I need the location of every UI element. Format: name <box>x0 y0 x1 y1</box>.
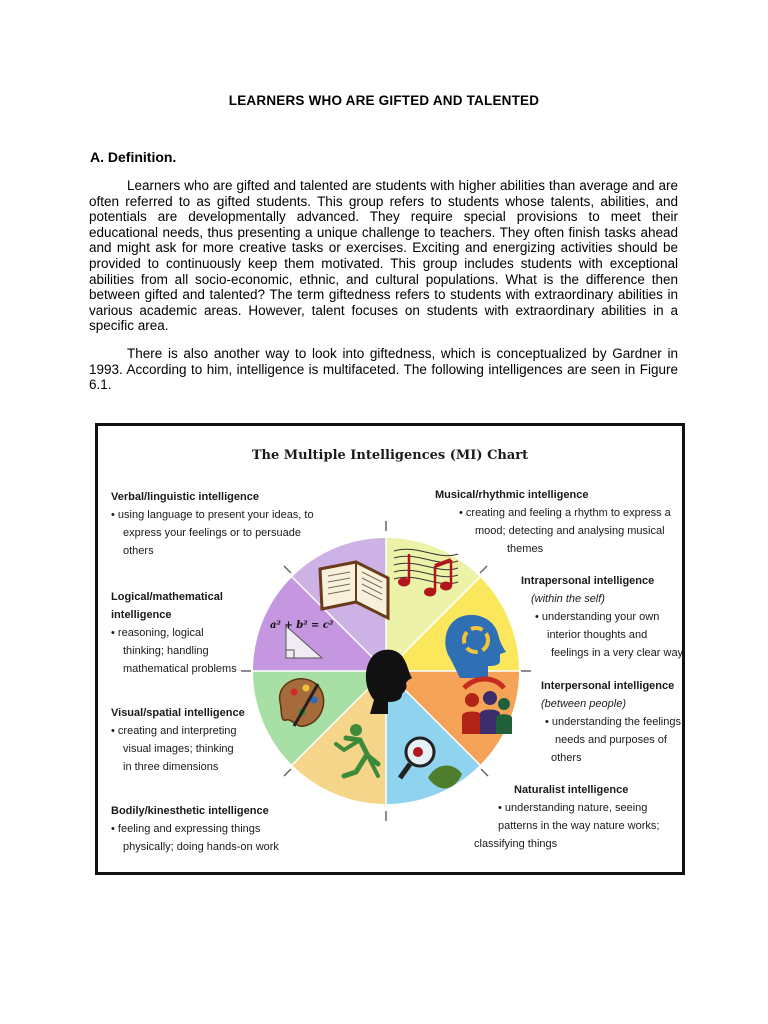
verbal-desc-3: others <box>123 545 154 557</box>
logical-name-1: Logical/mathematical <box>111 591 223 603</box>
interpersonal-name: Interpersonal intelligence <box>541 680 675 692</box>
chart-title: The Multiple Intelligences (MI) Chart <box>251 448 529 463</box>
verbal-desc-1: • using language to present your ideas, to <box>111 509 314 521</box>
bodily-label <box>111 802 279 856</box>
logical-desc-1: • reasoning, logical <box>111 627 204 639</box>
interpersonal-desc-3: others <box>551 752 582 764</box>
intrapersonal-name: Intrapersonal intelligence <box>521 575 655 587</box>
musical-desc-1: • creating and feeling a rhythm to express a <box>459 507 671 519</box>
bodily-desc-1: • feeling and expressing things <box>111 823 261 835</box>
logical-desc-3: mathematical problems <box>123 663 237 675</box>
gardner-paragraph: There is also another way to look into giftedness, which is conceptualized by Gardner in 1993. According to him, intelligence is multifaceted. The following intelligences are seen in Figure 6.1. <box>89 346 678 393</box>
musical-desc-2: mood; detecting and analysing musical <box>475 525 665 537</box>
intrapersonal-desc-2: interior thoughts and <box>547 629 648 641</box>
logical-name-2: intelligence <box>111 609 172 621</box>
bodily-desc-2: physically; doing hands-on work <box>123 841 279 853</box>
visual-desc-3: in three dimensions <box>123 761 219 773</box>
verbal-name: Verbal/linguistic intelligence <box>111 491 259 503</box>
musical-label <box>435 486 671 558</box>
naturalist-desc-1: • understanding nature, seeing <box>498 802 648 814</box>
intrapersonal-label <box>521 572 683 662</box>
visual-label <box>111 704 245 776</box>
intrapersonal-sub: (within the self) <box>531 593 605 605</box>
visual-name: Visual/spatial intelligence <box>111 707 245 719</box>
interpersonal-desc-1: • understanding the feelings, <box>545 716 685 728</box>
logical-label <box>111 588 237 678</box>
naturalist-name: Naturalist intelligence <box>514 784 629 796</box>
pythagoras-formula: a² + b² = c² <box>270 620 334 631</box>
naturalist-label <box>474 781 659 853</box>
musical-name: Musical/rhythmic intelligence <box>435 489 589 501</box>
visual-desc-2: visual images; thinking <box>123 743 234 755</box>
intrapersonal-desc-1: • understanding your own <box>535 611 660 623</box>
interpersonal-sub: (between people) <box>541 698 627 710</box>
musical-desc-3: themes <box>507 543 544 555</box>
mi-chart-figure <box>95 423 685 875</box>
interpersonal-label <box>541 677 684 767</box>
verbal-label <box>111 488 314 560</box>
logical-desc-2: thinking; handling <box>123 645 209 657</box>
document-title: LEARNERS WHO ARE GIFTED AND TALENTED <box>228 93 540 108</box>
naturalist-desc-3: classifying things <box>474 838 558 850</box>
naturalist-desc-2: patterns in the way nature works; <box>498 820 660 832</box>
bodily-name: Bodily/kinesthetic intelligence <box>111 805 269 817</box>
intrapersonal-desc-3: feelings in a very clear way <box>551 647 684 659</box>
section-heading: A. Definition. <box>90 149 177 165</box>
verbal-desc-2: express your feelings or to persuade <box>123 527 301 539</box>
interpersonal-desc-2: needs and purposes of <box>555 734 667 746</box>
visual-desc-1: • creating and interpreting <box>111 725 237 737</box>
paint-palette-icon <box>280 679 324 726</box>
definition-paragraph: Learners who are gifted and talented are students with higher abilities than average and are often referred to as gifted students. This group refers to students whose talents, abilities, and potentials are developmentally advanced. They require special provisions to meet their educational needs, thus presenting a unique challenge to teachers. They often finish tasks ahead and might ask for more creative tasks or exercises. Exciting and energizing activities should be provided to continuously keep them motivated. This group includes students with exceptional abilities from all socio-economic, ethnic, and cultural populations. What is the difference then between gifted and talented? The term giftedness refers to students with extraordinary abilities in various academic areas. However, talent focuses on students with extraordinary abilities in a specific area. <box>89 178 678 334</box>
